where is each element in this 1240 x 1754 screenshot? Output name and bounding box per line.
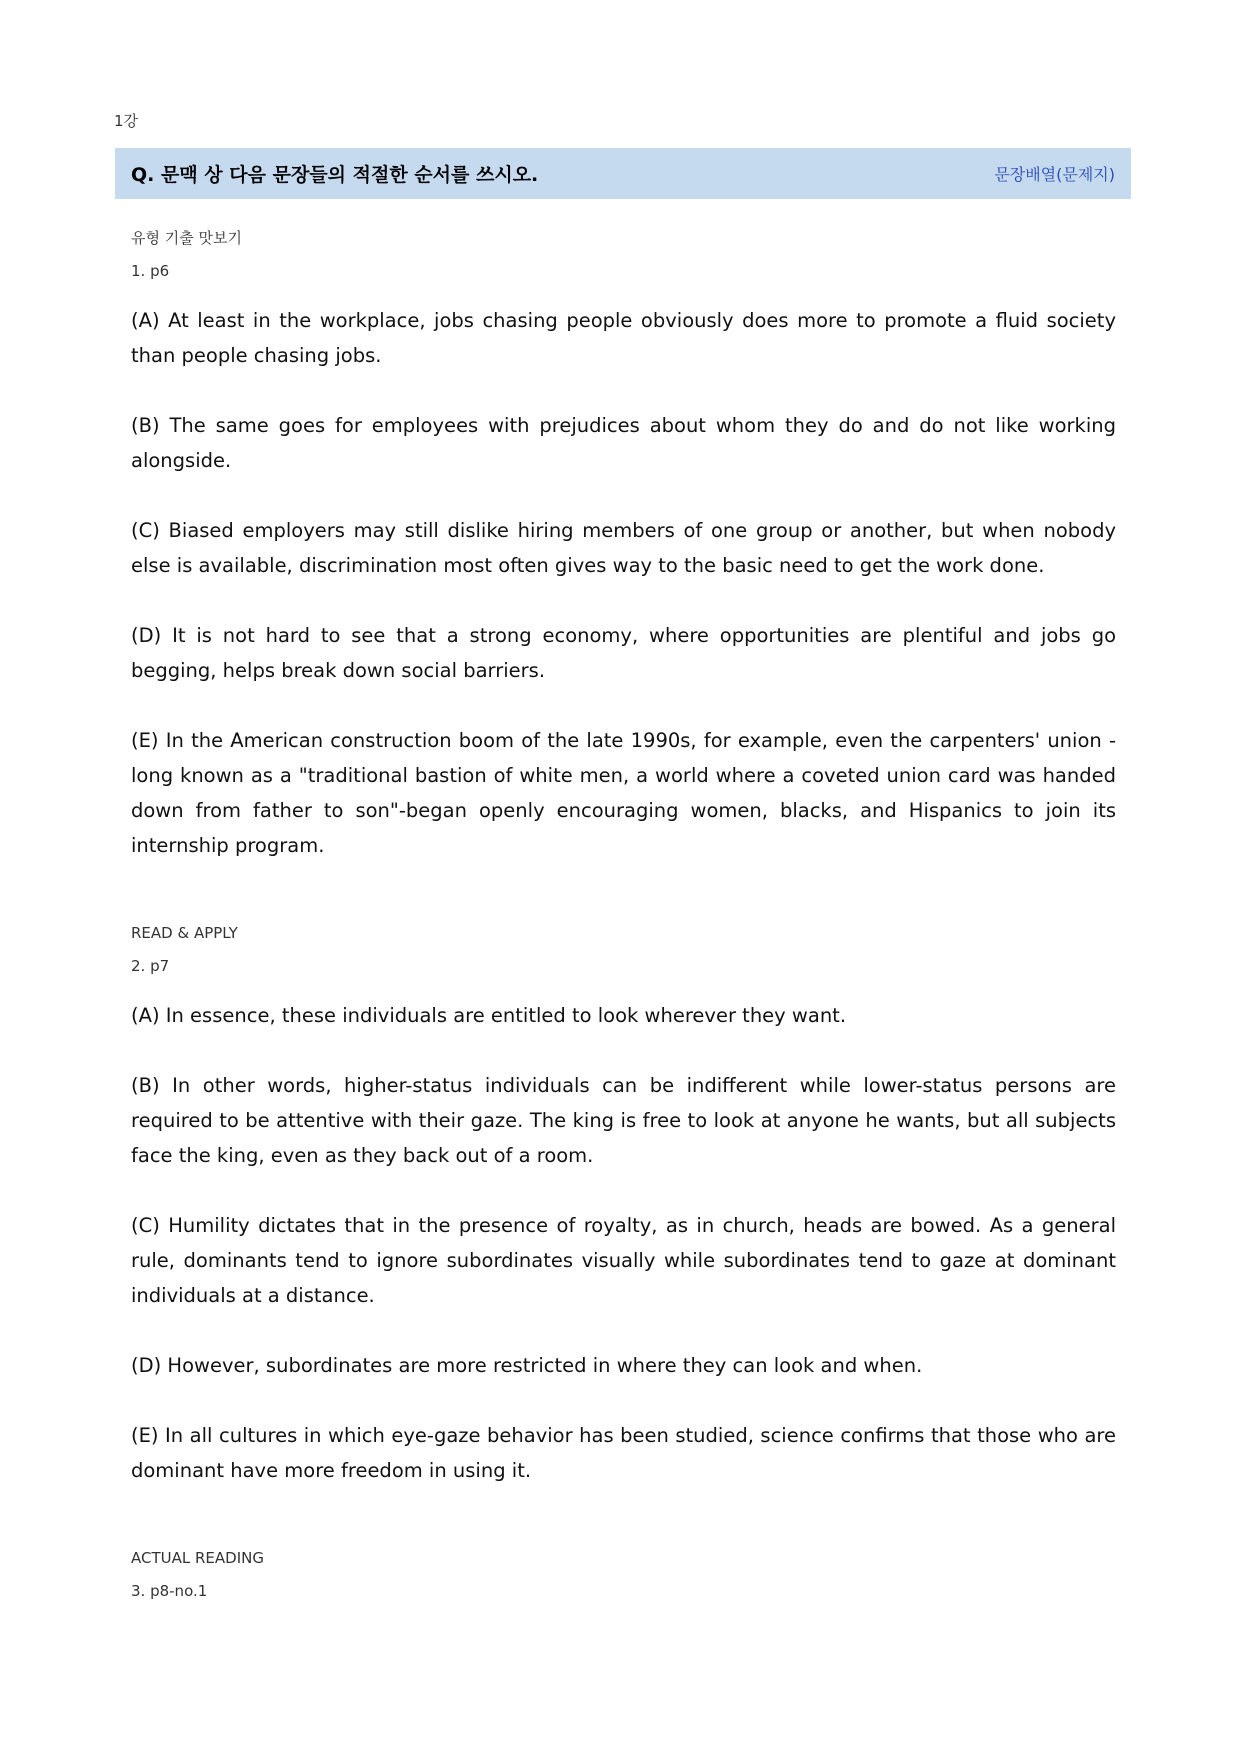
sentence-list [131,998,1116,1488]
sentence-b: (B) The same goes for employees with prejudices about whom they do and do not like working alongside. [131,414,1116,472]
problem-number: 1. p6 [131,262,170,280]
sentence-e: (E) In the American construction boom of the late 1990s, for example, even the carpenters' union -long known as a "traditional bastion of white men, a world where a coveted union card was handed down from father to son"-began openly encouraging women, blacks, and Hispanics to join its internship program. [131,729,1116,857]
sentence-b: (B) In other words, higher-status individuals can be indifferent while lower-status persons are required to be attentive with their gaze. The king is free to look at anyone he wants, but all subjects face the king, even as they back out of a room. [131,1074,1116,1167]
sentence-c: (C) Humility dictates that in the presence of royalty, as in church, heads are bowed. As a general rule, dominants tend to ignore subordinates visually while subordinates tend to gaze at dominant individuals at a distance. [131,1214,1116,1307]
section-label: ACTUAL READING [131,1549,264,1567]
sentence-a: (A) At least in the workplace, jobs chasing people obviously does more to promote a fluid society than people chasing jobs. [131,309,1116,367]
sentence-list [131,303,1116,863]
problem-number: 3. p8-no.1 [131,1582,208,1600]
sentence-d: (D) However, subordinates are more restricted in where they can look and when. [131,1354,923,1377]
section-1 [131,228,1116,863]
section-label: 유형 기출 맛보기 [131,229,242,247]
sentence-a: (A) In essence, these individuals are entitled to look wherever they want. [131,1004,847,1027]
question-type-tag: 문장배열(문제지) [994,165,1115,184]
sentence-c: (C) Biased employers may still dislike hiring members of one group or another, but when nobody else is available, discrimination most often gives way to the basic need to get the work done. [131,519,1116,577]
question-header [115,148,1131,199]
content [131,228,1116,1601]
section-label: READ & APPLY [131,924,238,942]
question-title: Q. 문맥 상 다음 문장들의 적절한 순서를 쓰시오. [131,164,539,186]
sentence-d: (D) It is not hard to see that a strong economy, where opportunities are plentiful and jobs go begging, helps break down social barriers. [131,624,1116,682]
problem-number: 2. p7 [131,957,170,975]
section-2 [131,923,1116,1488]
section-3 [131,1548,1116,1601]
lesson-label: 1강 [114,112,139,130]
sentence-e: (E) In all cultures in which eye-gaze behavior has been studied, science confirms that those who are dominant have more freedom in using it. [131,1424,1116,1482]
